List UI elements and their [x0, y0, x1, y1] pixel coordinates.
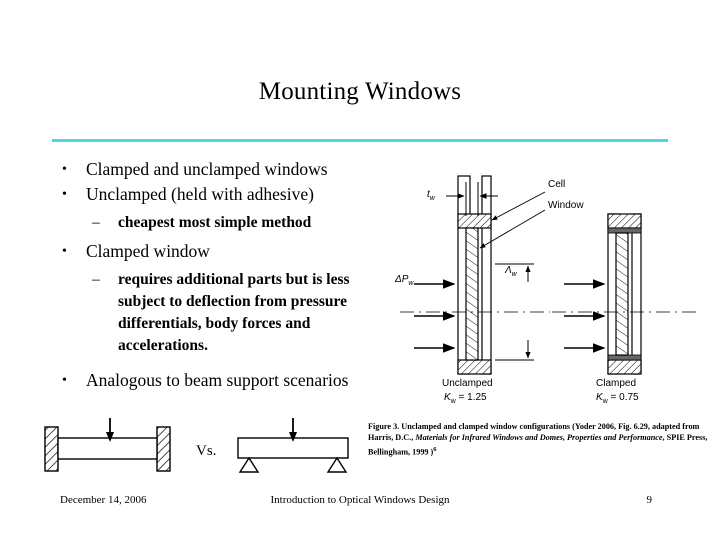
list-item-label: Clamped window [86, 241, 210, 261]
list-item-label: requires additional parts but is less subject to deflection from pressure differentials, body forces and accelerations. [118, 271, 350, 354]
bullet-list [40, 157, 400, 394]
dash-marker: – [92, 271, 100, 288]
simply-supported-beam [238, 418, 348, 472]
window-configuration-figure [395, 152, 710, 414]
footer-date: December 14, 2006 [60, 494, 147, 506]
caption-superscript: 6 [433, 445, 437, 453]
caption-part1: Figure 3. Unclamped and clamped window configurations (Yoder 2006, Fig. 6.29, adapted from Harris, D.C., [368, 422, 700, 443]
list-item-label: Unclamped (held with adhesive) [86, 184, 314, 204]
unclamped-config-name: Unclamped [442, 378, 493, 389]
clamped-coefficient: $K_w = 0.75$ [596, 392, 639, 405]
list-item-label: Analogous to beam support scenarios [86, 370, 349, 390]
list-item [40, 239, 400, 264]
list-item [40, 182, 400, 207]
fixed-fixed-beam [45, 418, 170, 471]
list-item-label: Clamped and unclamped windows [86, 159, 328, 179]
clamped-config-name: Clamped [596, 378, 637, 389]
vs-label: Vs. [196, 443, 217, 459]
window-config-svg [400, 152, 710, 414]
bullet-marker: • [62, 162, 67, 177]
list-item [40, 368, 400, 393]
cell-label: Cell [548, 179, 566, 190]
pressure-differential-label: $\Delta P_w$ [395, 274, 414, 287]
page-title: Mounting Windows [258, 78, 462, 105]
dash-marker: – [92, 214, 100, 231]
unclamped-coefficient: $K_w = 1.25$ [444, 392, 487, 405]
title-divider [52, 139, 668, 142]
bullet-marker: • [62, 373, 67, 388]
caption-italic: Materials for Infrared Windows and Domes, Properties and Performance [415, 433, 663, 443]
figure-caption [368, 421, 712, 458]
list-item-label: cheapest most simple method [118, 214, 312, 231]
aperture-label: $\Lambda_w$ [505, 265, 517, 278]
slide-footer [0, 494, 720, 512]
clamped-assembly [552, 214, 700, 374]
footer-title: Introduction to Optical Windows Design [270, 494, 450, 506]
bullet-marker: • [62, 187, 67, 202]
caption-part2: , SPIE Press, Bellingham, 1999 ) [368, 433, 708, 457]
list-item [40, 269, 400, 357]
unclamped-assembly [400, 176, 550, 374]
list-item [40, 157, 400, 182]
bullet-marker: • [62, 244, 67, 259]
footer-page-number: 9 [646, 494, 652, 506]
list-item [40, 212, 400, 234]
window-label: Window [548, 200, 584, 211]
window-thickness-label: $t_w$ [427, 189, 435, 202]
